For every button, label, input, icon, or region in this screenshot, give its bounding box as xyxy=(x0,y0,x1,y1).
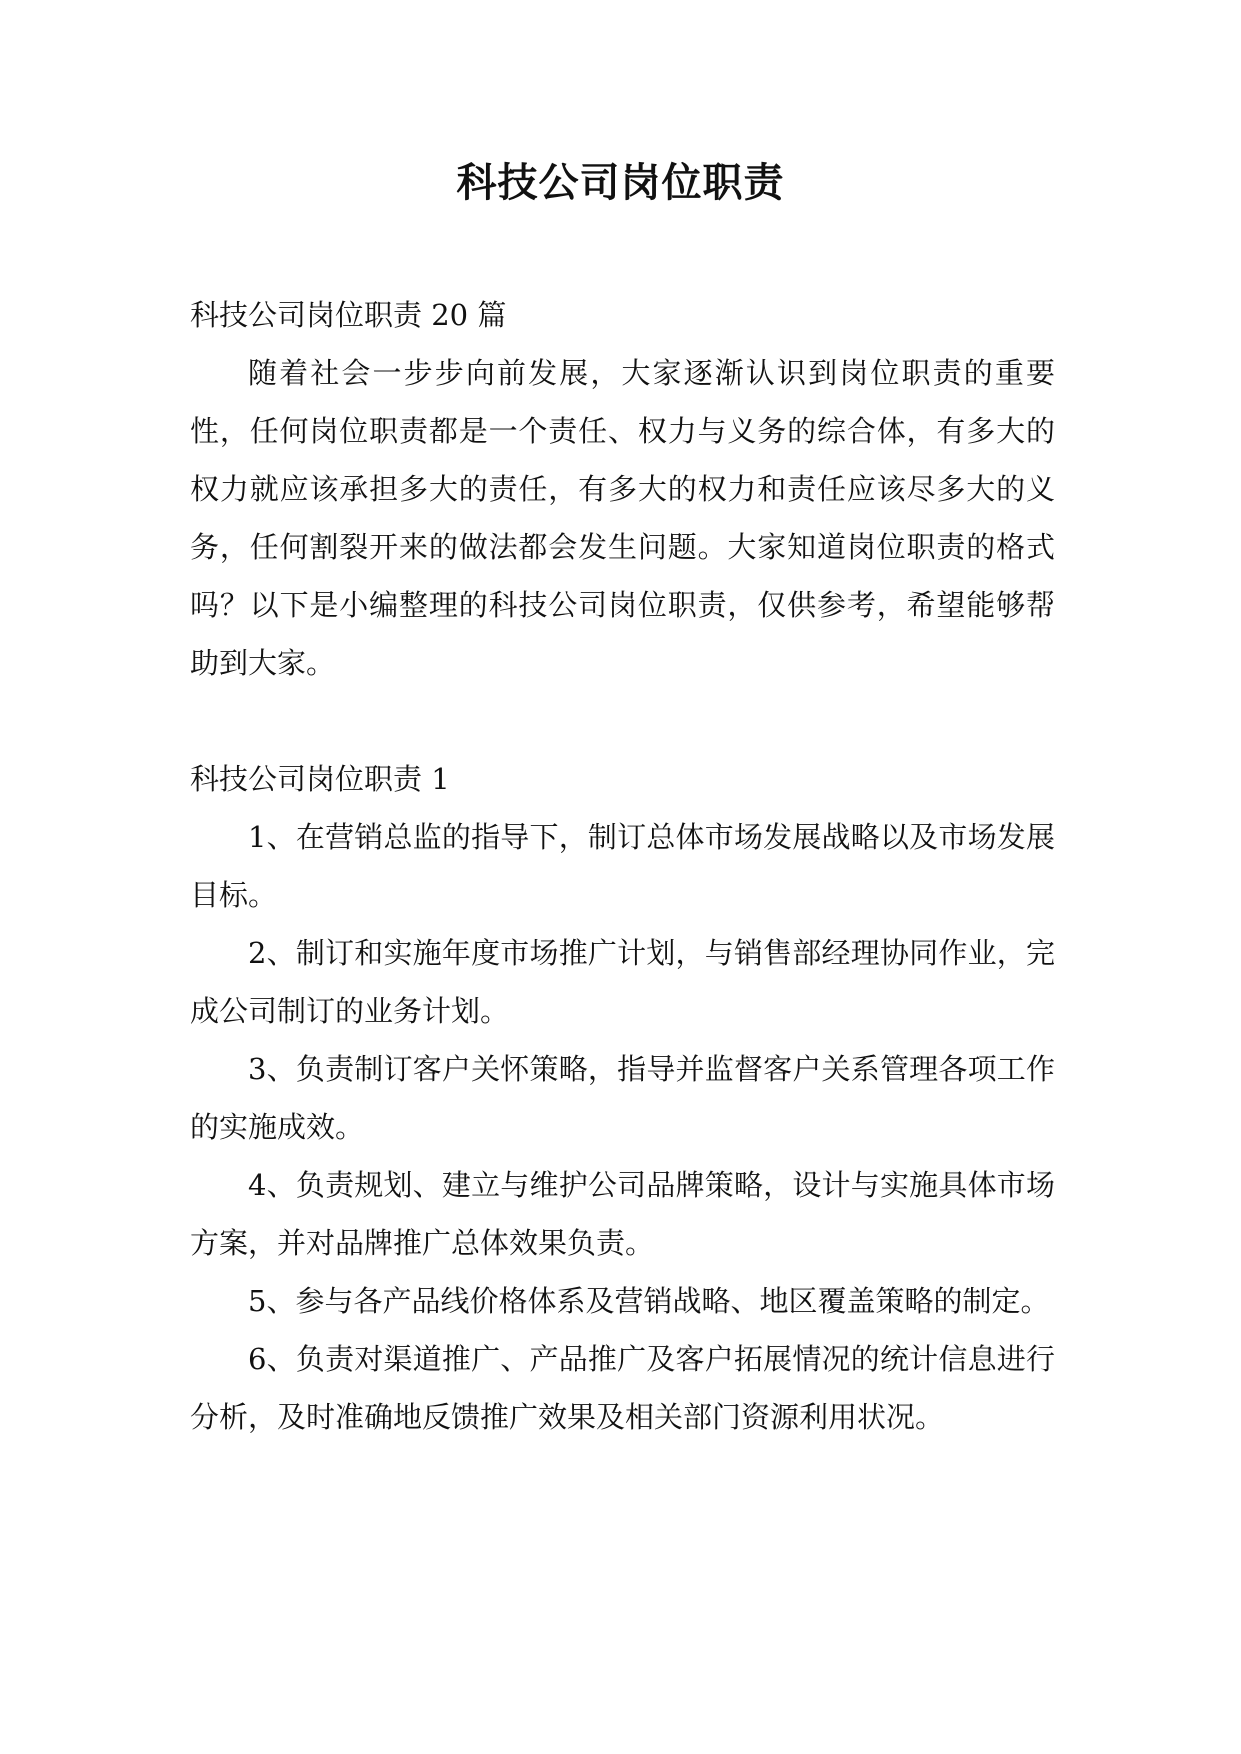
duty-item-5: 5、参与各产品线价格体系及营销战略、地区覆盖策略的制定。 xyxy=(248,1284,1050,1318)
document-subtitle: 科技公司岗位职责 20 篇 xyxy=(190,298,507,332)
duty-item-4: 4、负责规划、建立与维护公司品牌策略，设计与实施具体市场方案，并对品牌推广总体效果负责。 xyxy=(190,1168,1055,1260)
duty-item-6: 6、负责对渠道推广、产品推广及客户拓展情况的统计信息进行分析，及时准确地反馈推广效果及相关部门资源利用状况。 xyxy=(190,1342,1055,1434)
document-body xyxy=(190,286,1055,1446)
duty-item-2: 2、制订和实施年度市场推广计划，与销售部经理协同作业，完成公司制订的业务计划。 xyxy=(190,936,1055,1028)
intro-paragraph: 随着社会一步步向前发展，大家逐渐认识到岗位职责的重要性，任何岗位职责都是一个责任、权力与义务的综合体，有多大的权力就应该承担多大的责任，有多大的权力和责任应该尽多大的义务，任何割裂开来的做法都会发生问题。大家知道岗位职责的格式吗？以下是小编整理的科技公司岗位职责，仅供参考，希望能够帮助到大家。 xyxy=(190,356,1055,680)
document-title: 科技公司岗位职责 xyxy=(456,159,785,206)
section-heading: 科技公司岗位职责 1 xyxy=(190,762,450,796)
duty-item-3: 3、负责制订客户关怀策略，指导并监督客户关系管理各项工作的实施成效。 xyxy=(190,1052,1055,1144)
duty-item-1: 1、在营销总监的指导下，制订总体市场发展战略以及市场发展目标。 xyxy=(190,820,1055,912)
